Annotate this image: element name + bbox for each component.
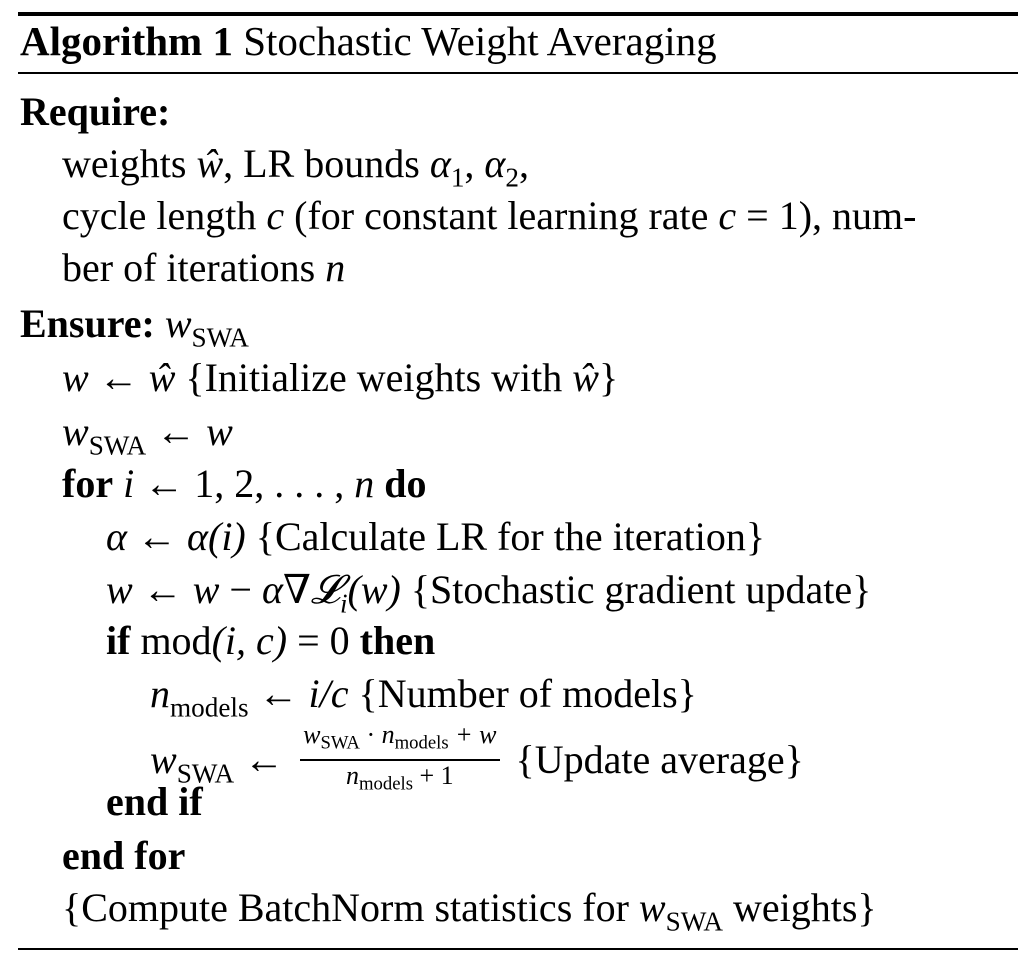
top-rule <box>18 12 1018 16</box>
step-nmodels: $n_{models}$ ← i/c {Number of models} <box>150 671 697 723</box>
then-keyword: then <box>359 618 436 663</box>
update-fraction <box>300 721 499 798</box>
if-keyword: if <box>106 618 131 663</box>
step-update-average: $w_{SWA}$ ← $\frac{w_{SWA} \cdot n_{models} + w}{n_{models} + 1}$ {Update average} <box>150 725 804 802</box>
step-lr: α ← α(i) {Calculate LR for the iteration} <box>106 514 766 559</box>
require-line-3: ber of iterations n <box>62 245 346 290</box>
require-line-1: weights ŵ, LR bounds $\alpha_1$, $\alpha_2$, <box>62 141 529 193</box>
ensure-line: Ensure: $w_{SWA}$ <box>20 301 249 353</box>
do-keyword: do <box>374 461 427 506</box>
ensure-keyword: Ensure: <box>20 301 155 346</box>
fraction-denominator: $n_{models} + 1$ <box>345 760 454 795</box>
bottom-rule <box>18 948 1018 950</box>
step-sgd: w ← w − α∇𝓛$_i$(w) {Stochastic gradient update} <box>106 567 872 619</box>
step-init-weights: w ← ŵ {Initialize weights with ŵ} <box>62 355 619 400</box>
algorithm-title <box>20 17 717 65</box>
algorithm-label: Algorithm 1 <box>20 18 233 64</box>
step-if: if mod(i, c) = 0 then <box>106 618 436 663</box>
require-keyword: Require: <box>20 89 171 134</box>
require-line-2: cycle length c (for constant learning rate c = 1), num- <box>62 193 917 238</box>
title-rule <box>18 72 1018 74</box>
algorithm-name: Stochastic Weight Averaging <box>243 18 717 64</box>
fraction-numerator: $w_{SWA} \cdot n_{models} + w$ <box>300 721 499 761</box>
step-end-if: end if <box>106 779 203 824</box>
for-keyword: for <box>62 461 114 506</box>
step-end-for: end for <box>62 833 186 878</box>
step-init-swa: $w_{SWA}$ ← w <box>62 409 233 461</box>
step-for-loop: for i ← 1, 2, . . . , n do <box>62 461 427 506</box>
step-batchnorm: {Compute BatchNorm statistics for $w_{SWA}$ weights} <box>62 885 877 937</box>
